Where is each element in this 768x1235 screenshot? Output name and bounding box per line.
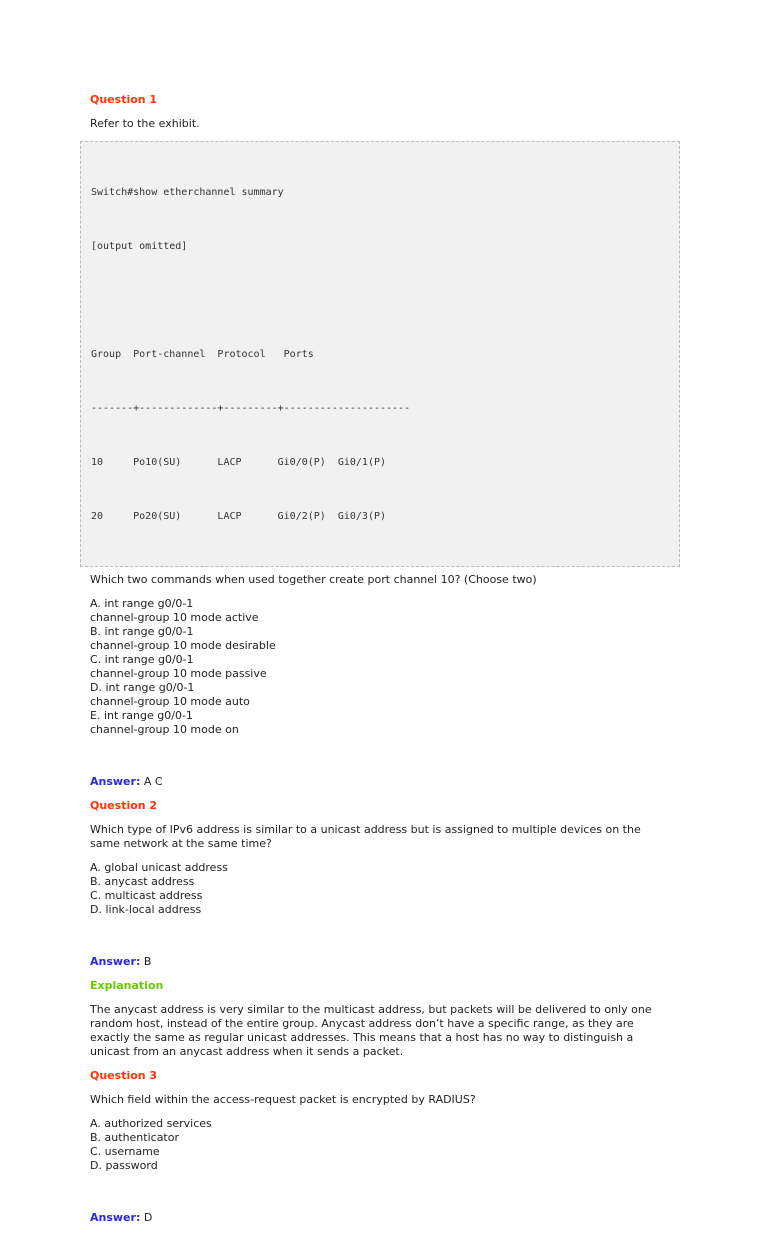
- explanation-line: The anycast address is very similar to the multicast address, but packets will be delivered to only one: [90, 1003, 652, 1016]
- option-line: C. username: [90, 1145, 160, 1158]
- exhibit-code-block: [80, 141, 680, 567]
- option-line: channel-group 10 mode active: [90, 611, 259, 624]
- answer-value: A C: [140, 775, 163, 788]
- question-1-text: Which two commands when used together create port channel 10? (Choose two): [90, 573, 537, 586]
- question-2-text: [90, 823, 690, 851]
- question-1-intro: Refer to the exhibit.: [90, 117, 200, 130]
- option-line: E. int range g0/0-1: [90, 709, 193, 722]
- exhibit-line: [91, 292, 669, 310]
- explanation-line: unicast from an anycast address when it sends a packet.: [90, 1045, 404, 1058]
- option-line: channel-group 10 mode on: [90, 723, 239, 736]
- option-line: B. int range g0/0-1: [90, 625, 194, 638]
- option-line: D. link-local address: [90, 903, 202, 916]
- exhibit-line: 20 Po20(SU) LACP Gi0/2(P) Gi0/3(P): [91, 511, 387, 522]
- question-3-text: Which field within the access-request packet is encrypted by RADIUS?: [90, 1093, 476, 1106]
- option-line: C. int range g0/0-1: [90, 653, 194, 666]
- answer-label: Answer:: [90, 1211, 141, 1224]
- question-3-answer: [90, 1211, 690, 1225]
- question-3-heading: Question 3: [90, 1069, 158, 1082]
- answer-label: Answer:: [90, 775, 141, 788]
- answer-label: Answer:: [90, 955, 141, 968]
- explanation-text: [90, 1003, 690, 1059]
- exhibit-line: 10 Po10(SU) LACP Gi0/0(P) Gi0/1(P): [91, 457, 387, 468]
- option-line: channel-group 10 mode desirable: [90, 639, 276, 652]
- question-1-answer: [90, 775, 690, 789]
- answer-value: B: [140, 955, 152, 968]
- exhibit-line: [output omitted]: [91, 241, 188, 252]
- exhibit-line: Switch#show etherchannel summary: [91, 187, 284, 198]
- question-3-options: [90, 1117, 690, 1173]
- option-line: B. anycast address: [90, 875, 195, 888]
- option-line: A. int range g0/0-1: [90, 597, 194, 610]
- document-body: [90, 93, 690, 1235]
- question-2-text-line: Which type of IPv6 address is similar to a unicast address but is assigned to multiple devices on the: [90, 823, 641, 836]
- exhibit-line: -------+-------------+---------+---------------------: [91, 403, 411, 414]
- exhibit-line: Group Port-channel Protocol Ports: [91, 349, 314, 360]
- question-2-text-line: same network at the same time?: [90, 837, 272, 850]
- option-line: C. multicast address: [90, 889, 203, 902]
- option-line: A. global unicast address: [90, 861, 228, 874]
- question-2-options: [90, 861, 690, 917]
- option-line: channel-group 10 mode passive: [90, 667, 267, 680]
- option-line: B. authenticator: [90, 1131, 179, 1144]
- question-1-options: [90, 597, 690, 737]
- explanation-line: random host, instead of the entire group. Anycast address don’t have a specific range, as they are: [90, 1017, 634, 1030]
- option-line: channel-group 10 mode auto: [90, 695, 250, 708]
- explanation-line: exactly the same as regular unicast addresses. This means that a host has no way to distinguish a: [90, 1031, 634, 1044]
- question-1-heading: Question 1: [90, 93, 158, 106]
- question-2-answer: [90, 955, 690, 969]
- explanation-heading: Explanation: [90, 979, 164, 992]
- option-line: D. int range g0/0-1: [90, 681, 195, 694]
- option-line: A. authorized services: [90, 1117, 212, 1130]
- answer-value: D: [140, 1211, 153, 1224]
- option-line: D. password: [90, 1159, 158, 1172]
- question-2-heading: Question 2: [90, 799, 158, 812]
